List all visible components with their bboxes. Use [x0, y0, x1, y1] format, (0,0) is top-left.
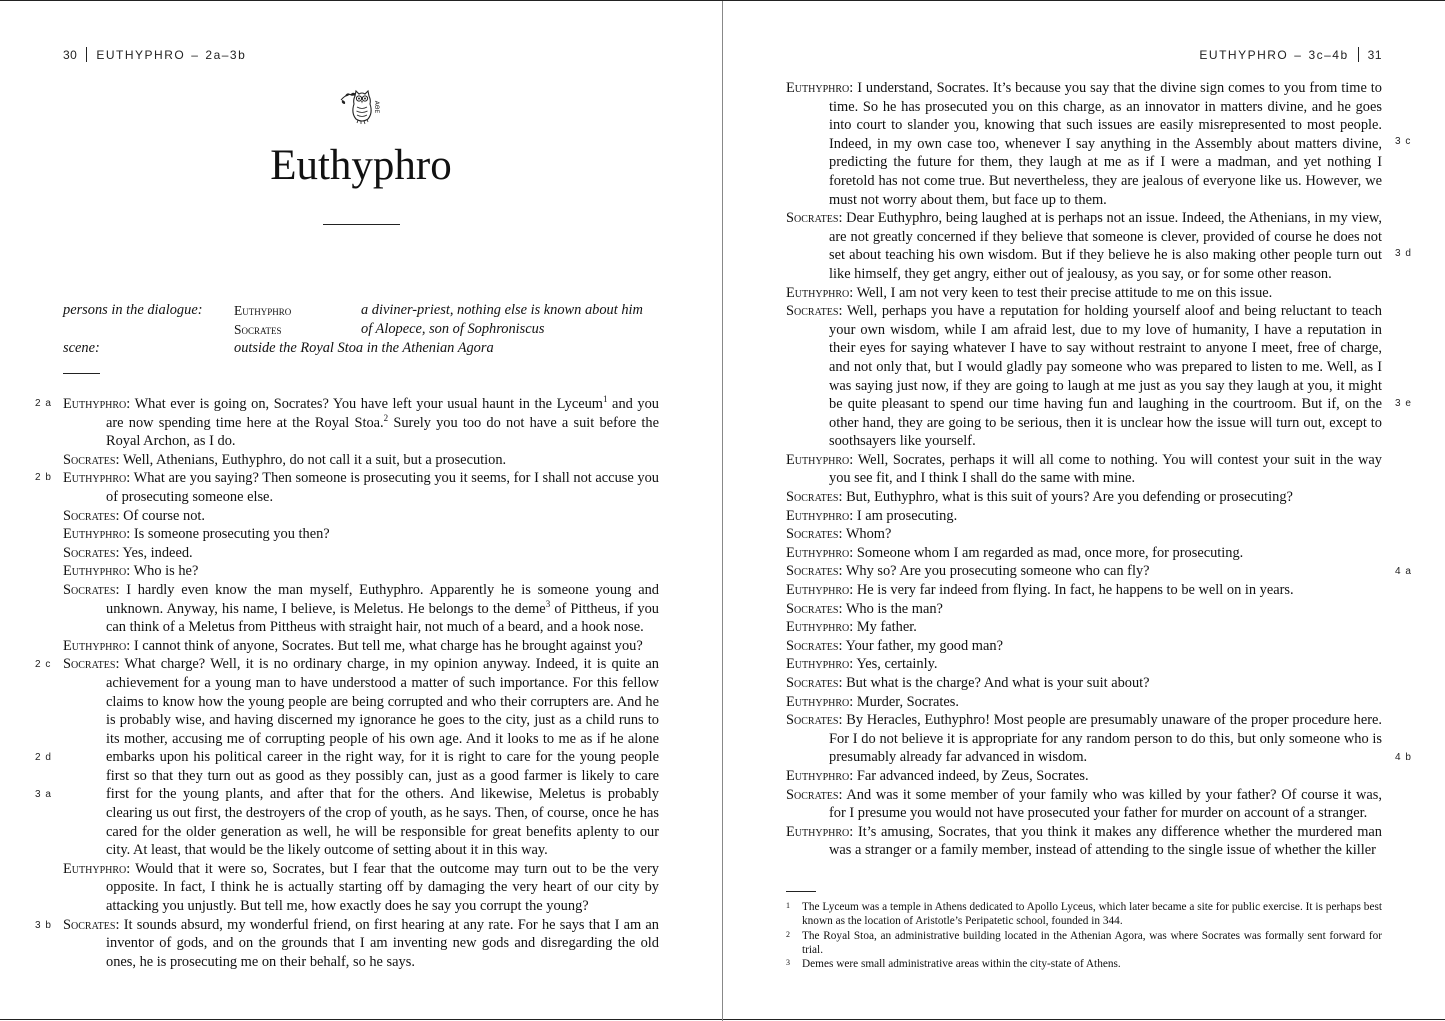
dialogue-text [63, 395, 659, 971]
speaker-name: Euthyphro [786, 80, 850, 96]
speech: Euthyphro: Murder, Socrates. [786, 693, 959, 710]
stephanus-ref: 2 c [35, 659, 52, 670]
scene-description: outside the Royal Stoa in the Athenian Agora [234, 340, 494, 356]
persons-label: persons in the dialogue: [63, 302, 203, 318]
footnote-number: 3 [786, 958, 790, 968]
footnote-number: 2 [786, 929, 790, 939]
speech-text: And was it some member of your family who was killed by your father? Of course it was, for I presume you would not have prosecuted your father for murder on account of a stranger. [829, 786, 1382, 822]
running-head-divider [1358, 47, 1359, 62]
person-description: a diviner-priest, nothing else is known about him [361, 302, 643, 318]
speech-text: Why so? Are you prosecuting someone who can fly? [845, 563, 1150, 580]
speech-text: Of course not. [123, 507, 206, 524]
left-page [0, 1, 722, 1021]
running-head-dash: – [191, 48, 200, 62]
stephanus-ref: 2 d [35, 752, 52, 763]
speech-text: Whom? [845, 526, 892, 543]
speech: Socrates: Whom? [786, 526, 892, 543]
speech: Euthyphro: Would that it were so, Socrates, but I fear that the outcome may turn out to be the very opposite. In fact, I think he is actually starting off by damaging the very heart of our city by attacking you unjustly. But tell me, how exactly does he say you corrupt the young? [63, 860, 659, 915]
speaker-name: Euthyphro [63, 860, 127, 877]
speaker-name: Socrates [786, 303, 839, 320]
footnote [786, 957, 1382, 971]
speaker-name: Euthyphro [63, 637, 127, 654]
speech-text: I understand, Socrates. It’s because you say that the divine sign comes to you from time to time. So he has prosecuted you on this charge, as an innovator in matters divine, and he goes into court to slander you, knowing that such issues are easily misrepresented to most people. Indeed, in my own case too, whenever I say anything in the Assembly about matters divine, predicting the future for them, they laugh at me as if I were a madman, and yet nothing I foretold has not come true. But nevertheless, they are jealous of everyone like us. However, we must not worry about them, but face up to them. [829, 80, 1382, 208]
speech: Euthyphro: What ever is going on, Socrates? You have left your usual haunt in the Lyceum$^1$ and you are now spending time here at the Royal Stoa.$^2$ Surely you too do not have a suit before the Royal Archon, as I do. [63, 394, 659, 450]
running-head-divider [86, 47, 87, 62]
speech-text: Surely you too do not have a suit before the Royal Archon, as I do. [106, 414, 659, 450]
page-number: 31 [1367, 48, 1382, 62]
speech-text: What are you saying? Then someone is prosecuting you it seems, for I shall not accuse you of prosecuting someone else. [106, 470, 659, 505]
speech: Socrates: It sounds absurd, my wonderful friend, on first hearing at any rate. For he says that I am an inventor of gods, and on the grounds that I am inventing new gods and disregarding the old ones, he is prosecuting me on their behalf, so he says. [63, 916, 659, 970]
speaker-name: Socrates [63, 451, 116, 468]
speaker-name: Euthyphro [786, 507, 850, 524]
speech: Socrates: By Heracles, Euthyphro! Most people are presumably unaware of the proper procedure here. For I do not believe it is appropriate for any random person to do this, but only someone who is presumably already far advanced in wisdom. [786, 712, 1382, 766]
speaker-name: Socrates [786, 563, 839, 580]
speech: Socrates: Dear Euthyphro, being laughed at is perhaps not an issue. Indeed, the Athenians, in my view, are not greatly concerned if they believe that someone is clever, provided of course he does not set about teaching his own wisdom. But if they believe he is also making other people turn out like himself, they get angry, either out of jealousy, as you say, or for some other reason. [786, 210, 1382, 282]
stephanus-ref: 3 d [1395, 248, 1412, 259]
footnote [786, 900, 1382, 929]
speech-text: I cannot think of anyone, Socrates. But tell me, what charge has he brought against you? [133, 637, 643, 654]
speech-text: Well, Athenians, Euthyphro, do not call it a suit, but a prosecution. [122, 451, 507, 468]
speaker-name: Euthyphro [63, 470, 127, 487]
stephanus-ref: 3 b [35, 920, 52, 931]
speech: Socrates: And was it some member of your family who was killed by your father? Of course it was, for I presume you would not have prosecuted your father for murder on account of a stranger. [786, 786, 1382, 822]
speech-text: Who is he? [133, 563, 199, 580]
speaker-name: Socrates [786, 637, 839, 654]
speaker-name: Euthyphro [786, 656, 850, 673]
speaker-name: Euthyphro [786, 284, 850, 301]
title-rule [323, 224, 400, 225]
speech: Euthyphro: Well, Socrates, perhaps it will all come to nothing. You will contest your suit in the way you see fit, and I think I shall do the same with mine. [786, 451, 1382, 487]
speech: Euthyphro: I understand, Socrates. It’s because you say that the divine sign comes to you from time to time. So he has prosecuted you on this charge, as an innovator in matters divine, and he goes into court to slander you, knowing that such issues are easily misrepresented to most people. Indeed, in my own case too, whenever I say anything in the Assembly about matters divine, predicting the future for them, they laugh at me as if I were a madman, and yet nothing I foretold has not come true. But nevertheless, they are jealous of everyone like us. However, we must not worry about them, but face up to them. [786, 80, 1382, 208]
speaker-name: Socrates [63, 544, 116, 561]
page-number: 30 [63, 48, 78, 62]
right-page [723, 1, 1445, 1021]
speech-text: He is very far indeed from flying. In fact, he happens to be well on in years. [856, 582, 1294, 599]
owl-inscription: ΑΘΕ [373, 100, 380, 114]
stephanus-ref: 3 e [1395, 398, 1412, 409]
footnote-text: Demes were small administrative areas within the city-state of Athens. [802, 958, 1121, 971]
speech: Socrates: Well, Athenians, Euthyphro, do not call it a suit, but a prosecution. [63, 451, 507, 468]
speaker-name: Euthyphro [63, 526, 127, 543]
speech: Euthyphro: It’s amusing, Socrates, that you think it makes any difference whether the murdered man was a stranger or a family member, instead of attending to the single issue of whether the killer [786, 823, 1382, 859]
speech: Euthyphro: Well, I am not very keen to test their precise attitude to me on this issue. [786, 284, 1273, 301]
speech: Euthyphro: Far advanced indeed, by Zeus, Socrates. [786, 767, 1089, 784]
running-head-title: EUTHYPHRO [1199, 48, 1289, 62]
speaker-name: Socrates [786, 712, 839, 729]
running-head-sections: 2a–3b [205, 48, 247, 62]
running-head-title: EUTHYPHRO [96, 48, 186, 62]
speech: Socrates: Well, perhaps you have a reputation for holding yourself aloof and being reluctant to teach your own wisdom, while I am afraid lest, due to my love of humanity, I have a reputation in their eyes for saying whatever I have to say without restraint to anyone I meet, free of charge, and not only that, but I would gladly pay someone who was prepared to listen to me. Well, as I was saying just now, if they are going to laugh at me just as you say they laugh at you, it might be quite pleasant to spend our time having fun and laughing in the courtroom. But if, on the other hand, they are going to be serious, then it is unclear how the issue will turn out, except to soothsayers like yourself. [786, 303, 1382, 450]
stephanus-ref: 4 a [1395, 566, 1412, 577]
speaker-name: Socrates [786, 600, 839, 617]
speech-text: It sounds absurd, my wonderful friend, on first hearing at any rate. For he says that I am an inventor of gods, and on the grounds that I am inventing new gods and disregarding the old ones, he is prosecuting me on their behalf, so he says. [106, 916, 659, 970]
speaker-name: Socrates [63, 581, 116, 598]
stephanus-ref: 3 c [1395, 136, 1412, 147]
scene-label: scene: [63, 340, 100, 356]
person-name: Socrates [234, 322, 282, 337]
section-rule [63, 373, 100, 374]
speaker-name: Socrates [63, 507, 116, 524]
speech-text: But what is the charge? And what is your suit about? [846, 675, 1150, 691]
speech-text: Who is the man? [845, 600, 943, 617]
running-head-dash: – [1294, 48, 1303, 62]
speech: Socrates: Yes, indeed. [63, 544, 193, 561]
speech: Socrates: What charge? Well, it is no ordinary charge, in my opinion anyway. Indeed, it is quite an achievement for a young man to have understood a matter of such importance. For this fellow claims to know how the young people are being corrupted and who their corrupters are. And he is probably wise, and having discerned my ignorance he goes to the city, just as a child runs to its mother, accusing me of corrupting people of his own age. And it looks to me as if he alone embarks upon his political career in the right way, for it is right to care for the young people first so that they turn out as good as they possibly can, just as a good farmer is likely to care first for the young plants, and after that for the others. And likewise, Meletus is probably clearing us out first, the destroyers of the crop of youth, as he says. Then, of course, once he has cared for the older generation as well, he will be responsible for great benefits aplenty to our city. At least, that would be the likely outcome of setting about it in this way. [63, 656, 659, 859]
footnote [786, 929, 1382, 958]
speech-text: and you are now spending time here at the Royal Stoa. [106, 396, 659, 431]
speech-text: Dear Euthyphro, being laughed at is perhaps not an issue. Indeed, the Athenians, in my view, are not greatly concerned if they believe that someone is clever, provided of course he does not set about teaching his own wisdom. But if they believe he is also making other people turn out like himself, they get angry, either out of jealousy, as you say, or for some other reason. [829, 210, 1382, 282]
speech: Socrates: Your father, my good man? [786, 637, 1003, 654]
stephanus-ref: 4 b [1395, 752, 1412, 763]
running-head-sections: 3c–4b [1308, 48, 1349, 62]
speaker-name: Euthyphro [786, 544, 850, 561]
speech: Euthyphro: He is very far indeed from flying. In fact, he happens to be well on in years. [786, 582, 1294, 599]
speech: Euthyphro: Who is he? [63, 563, 199, 580]
speech-text: Your father, my good man? [845, 637, 1003, 654]
speaker-name: Euthyphro [63, 563, 127, 580]
footnotes [786, 900, 1382, 971]
speech-text: What charge? Well, it is no ordinary charge, in my opinion anyway. Indeed, it is quite an achievement for a young man to have understood a matter of such importance. For this fellow claims to know how the young people are being corrupted and who their corrupters are. And he is probably wise, and having discerned my ignorance he goes to the city, just as a child runs to its mother, accusing me of corrupting people of his own age. And it looks to me as if he alone embarks upon his political career in the right way, for it is right to care for the young people first so that they turn out as good as they possibly can, just as a good farmer is likely to care first for the young plants, and after that for the others. And likewise, Meletus is probably clearing us out first, the destroyers of the crop of youth, as he says. Then, of course, once he has cared for the older generation as well, he will be responsible for great benefits aplenty to our city. At least, that would be the likely outcome of setting about it in this way. [106, 656, 659, 859]
speech-text: Murder, Socrates. [856, 693, 959, 710]
dialogue-title: Euthyphro [270, 142, 452, 189]
speech-text: My father. [856, 619, 917, 636]
speech: Euthyphro: My father. [786, 619, 917, 636]
speech-text: Is someone prosecuting you then? [133, 526, 330, 543]
speaker-name: Socrates [63, 656, 116, 673]
stephanus-ref: 3 a [35, 789, 52, 800]
speech: Euthyphro: I cannot think of anyone, Socrates. But tell me, what charge has he brought against you? [63, 637, 643, 654]
speech: Socrates: I hardly even know the man myself, Euthyphro. Apparently he is someone young and unknown. Anyway, his name, I believe, is Meletus. He belongs to the deme$^3$ of Pittheus, if you can think of a Meletus from Pittheus with straight hair, not much of a beard, and a hook nose. [63, 581, 659, 636]
speech-text: Well, perhaps you have a reputation for holding yourself aloof and being reluctant to teach your own wisdom, while I am afraid lest, due to my love of humanity, I have a reputation in their eyes for saying whatever I have to say without restraint to anyone I meet, free of charge, and not only that, but I would gladly pay someone who was prepared to listen to me. Well, as I was saying just now, if they are going to laugh at me just as you say they laugh at you, it might be quite pleasant to spend our time having fun and laughing in the courtroom. But if, on the other hand, they are going to be serious, then it is unclear how the issue will turn out, except to soothsayers like yourself. [829, 303, 1382, 450]
speaker-name: Euthyphro [786, 582, 850, 599]
speech: Euthyphro: I am prosecuting. [786, 507, 958, 524]
footnote-ref[interactable]: 3 [545, 598, 551, 609]
speech-text: Far advanced indeed, by Zeus, Socrates. [856, 767, 1089, 784]
speech-text: I am prosecuting. [856, 507, 958, 524]
speech: Socrates: But what is the charge? And what is your suit about? [786, 675, 1150, 691]
speaker-name: Euthyphro [786, 693, 850, 710]
owl-icon [337, 83, 385, 127]
speech-text: By Heracles, Euthyphro! Most people are presumably unaware of the proper procedure here. For I do not believe it is appropriate for any random person to do this, but only someone who is presumably already far advanced in wisdom. [829, 712, 1382, 766]
footnote-text: The Royal Stoa, an administrative building located in the Athenian Agora, was where Socrates was formally sent forward for trial. [802, 929, 1382, 956]
speaker-name: Socrates [786, 526, 839, 543]
speech-text: I hardly even know the man myself, Euthyphro. Apparently he is someone young and unknown. Anyway, his name, I believe, is Meletus. He belongs to the deme [106, 581, 659, 617]
speaker-name: Socrates [63, 916, 116, 933]
speech-text: of Pittheus, if you can think of a Meletus from Pittheus with straight hair, not much of a beard, and a hook nose. [106, 600, 659, 636]
speech-text: It’s amusing, Socrates, that you think it makes any difference whether the murdered man was a stranger or a family member, instead of attending to the single issue of whether the killer [829, 823, 1382, 859]
speech: Socrates: Who is the man? [786, 600, 943, 617]
speaker-name: Socrates [786, 210, 839, 227]
speech-text: Well, I am not very keen to test their precise attitude to me on this issue. [856, 284, 1273, 301]
speaker-name: Socrates [786, 675, 839, 691]
speaker-name: Socrates [786, 489, 839, 506]
speech-text: Yes, certainly. [856, 656, 938, 673]
stephanus-ref: 2 a [35, 398, 52, 409]
speech: Socrates: But, Euthyphro, what is this suit of yours? Are you defending or prosecuting? [786, 489, 1293, 506]
speech-text: But, Euthyphro, what is this suit of yours? Are you defending or prosecuting? [846, 489, 1293, 506]
running-head-left [63, 47, 246, 62]
speech-text: Someone whom I am regarded as mad, once more, for prosecuting. [856, 544, 1244, 561]
speaker-name: Socrates [786, 786, 839, 803]
speaker-name: Euthyphro [786, 619, 850, 636]
speaker-name: Euthyphro [786, 767, 850, 784]
person-name: Euthyphro [234, 303, 292, 318]
footnote-ref[interactable]: 2 [383, 412, 389, 423]
dialogue-text [786, 79, 1382, 860]
speech: Euthyphro: Someone whom I am regarded as mad, once more, for prosecuting. [786, 544, 1244, 561]
footnote-rule [786, 891, 816, 892]
speaker-name: Euthyphro [786, 451, 850, 468]
footnote-ref[interactable]: 1 [602, 394, 608, 405]
speech-text: Well, Socrates, perhaps it will all come to nothing. You will contest your suit in the way you see fit, and I think I shall do the same with mine. [829, 451, 1382, 487]
speech: Socrates: Why so? Are you prosecuting someone who can fly? [786, 563, 1150, 580]
running-head-right [1199, 47, 1382, 62]
speech: Euthyphro: Is someone prosecuting you then? [63, 526, 330, 543]
speech-text: What ever is going on, Socrates? You have left your usual haunt in the Lyceum [134, 396, 603, 412]
speech: Euthyphro: What are you saying? Then someone is prosecuting you it seems, for I shall not accuse you of prosecuting someone else. [63, 470, 659, 505]
speaker-name: Euthyphro [63, 396, 127, 412]
footnote-number: 1 [786, 901, 790, 910]
speech-text: Would that it were so, Socrates, but I fear that the outcome may turn out to be the very opposite. In fact, I think he is actually starting off by damaging the very heart of our city by attacking you unjustly. But tell me, how exactly does he say you corrupt the young? [106, 860, 659, 915]
stephanus-ref: 2 b [35, 472, 52, 483]
speech: Euthyphro: Yes, certainly. [786, 656, 938, 673]
footnote-text: The Lyceum was a temple in Athens dedicated to Apollo Lyceus, which later became a site for public exercise. It is perhaps best known as the location of Aristotle’s Peripatetic school, founded in 344. [802, 901, 1382, 928]
speaker-name: Euthyphro [786, 823, 850, 840]
speech-text: Yes, indeed. [122, 544, 193, 561]
speech: Socrates: Of course not. [63, 507, 206, 524]
person-description: of Alopece, son of Sophroniscus [361, 321, 545, 337]
